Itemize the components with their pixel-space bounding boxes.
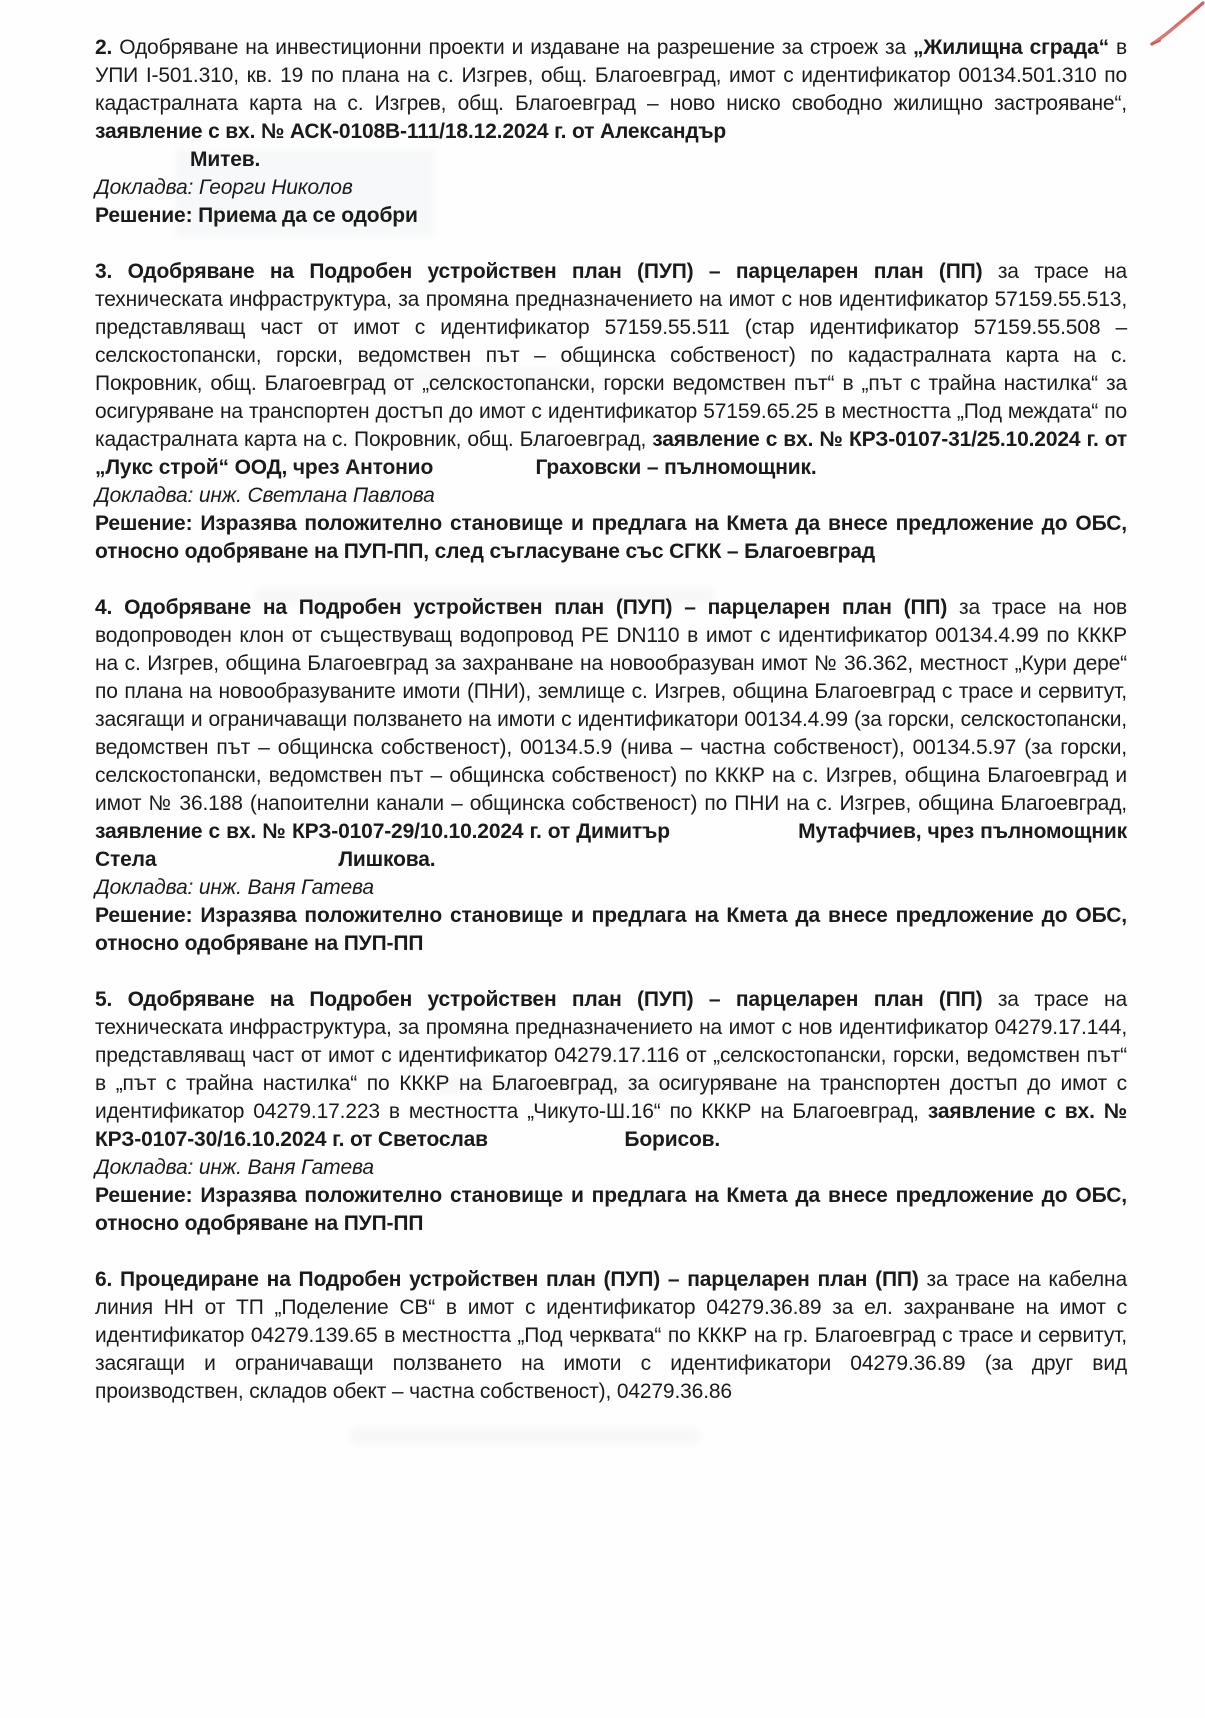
text-run: Борисов. [624,1128,721,1151]
text-run: Граховски – пълномощник. [535,456,817,479]
text-run: Докладва: инж. Светлана Павлова [95,484,435,507]
text-run: за трасе на техническата инфраструктура, за промяна предназначението на имот с нов идентификатор 04279.17.144, представляващ част от имот с идентификатор 04279.17.116 от „селскостопански, горски, ведомствен път“ в „път с трайна настилка“ по КККР на Благоевград, за осигуряване на транспортен достъп до имот с идентификатор 04279.17.223 в местността „Чикуто-Ш.16“ по КККР на Благоевград, [95,988,1127,1123]
text-run: Лишкова. [338,848,436,871]
text-run: заявление с вх. № АСК-0108В-111/18.12.2024 г. от Александър [95,120,727,143]
paragraph-body [95,258,1127,482]
paragraph-decision [95,902,1127,958]
text-run: Докладва: инж. Ваня Гатева [95,876,374,899]
paragraph-decision [95,1182,1127,1238]
text-run: 5. Одобряване на Подробен устройствен план (ПУП) – парцеларен план (ПП) [95,988,998,1011]
text-run: заявление с вх. № КРЗ-0107-29/10.10.2024 г. от Димитър [95,820,670,843]
text-run [433,456,535,479]
paragraph-body [95,1266,1127,1406]
text-run: 3. Одобряване на Подробен устройствен план (ПУП) – парцеларен план (ПП) [95,260,998,283]
bleed-through-artifact [350,1428,700,1444]
paragraph-rapporteur [95,482,1127,510]
text-run: Докладва: Георги Николов [95,176,353,199]
paragraph-body [95,594,1127,874]
text-run [670,820,798,843]
text-run: за трасе на кабелна линия НН от ТП „Поделение СВ“ в имот с идентификатор 04279.36.89 за ел. захранване на имот с идентификатор 04279.139.65 в местността „Под черквата“ по КККР на гр. Благоевград с трасе и сервитут, засягащи и ограничаващи ползването на имоти с идентификатори 04279.36.89 (за друг вид производствен, складов обект – частна собственост), 04279.36.86 [95,1268,1127,1403]
text-run [156,848,338,871]
agenda-item-3 [95,258,1127,566]
document-body [95,34,1127,1406]
text-run: Митев. [190,148,261,171]
paragraph-decision [95,202,1127,230]
text-run: в УПИ І-501.310, кв. 19 по плана на с. Изгрев, общ. Благоевград, имот с идентификатор 00134.501.310 по кадастралната карта на с. Изгрев, общ. Благоевград – ново ниско свободно жилищно застрояване“, [95,36,1127,115]
red-pen-mark [1148,0,1205,50]
paragraph-rapporteur [95,874,1127,902]
text-run: „Жилищна сграда“ [913,36,1109,59]
text-run: Решение: Изразява положително становище и предлага на Кмета да внесе предложение до ОБС, относно одобряване на ПУП-ПП, след съгласуване със СГКК – Благоевград [95,512,1127,563]
text-run: заявление с вх. № КРЗ-0107-30/16.10.2024 г. от Светослав [95,1100,1128,1151]
text-run: за трасе на нов водопроводен клон от съществуващ водопровод PE DN110 в имот с идентификатор 00134.4.99 по КККР на с. Изгрев, община Благоевград за захранване на новообразуван имот № 36.362, местност „Кури дере“ по плана на новообразуваните имоти (ПНИ), землище с. Изгрев, община Благоевград с трасе и сервитут, засягащи и ограничаващи ползването на имоти с идентификатори 00134.4.99 (за горски, селскостопански, ведомствен път – общинска собственост), 00134.5.9 (нива – частна собственост), 00134.5.97 (за горски, селскостопански, ведомствен път – общинска собственост) по КККР на с. Изгрев, община Благоевград и имот № 36.188 (напоителни канали – общинска собственост) по ПНИ на с. Изгрев, община Благоевград, [95,596,1127,815]
text-run: 2. [95,36,120,59]
text-run: Решение: Изразява положително становище и предлага на Кмета да внесе предложение до ОБС, относно одобряване на ПУП-ПП [95,1184,1127,1235]
text-run: Одобряване на инвестиционни проекти и издаване на разрешение за строеж за [119,36,914,59]
paragraph-continuation-indent [95,146,1127,174]
paragraph-decision [95,510,1127,566]
agenda-item-5 [95,986,1127,1238]
paragraph-body [95,34,1127,146]
agenda-item-2 [95,34,1127,230]
text-run [488,1128,624,1151]
text-run: Докладва: инж. Ваня Гатева [95,1156,374,1179]
text-run: за трасе на техническата инфраструктура, за промяна предназначението на имот с нов идентификатор 57159.55.513, представляващ част от имот с идентификатор 57159.55.511 (стар идентификатор 57159.55.508 – селскостопански, горски, ведомствен път – общинска собственост) по кадастралната карта на с. Покровник, общ. Благоевград от „селскостопански, горски ведомствен път“ в „път с трайна настилка“ за осигуряване на транспортен достъп до имот с идентификатор 57159.65.25 в местността „Под междата“ по кадастралната карта на с. Покровник, общ. Благоевград, [95,260,1127,451]
text-run: 4. Одобряване на Подробен устройствен план (ПУП) – парцеларен план (ПП) [95,596,960,619]
text-run: Мутафчиев, чрез пълномощник Стела [95,820,1127,871]
text-run: Решение: Изразява положително становище и предлага на Кмета да внесе предложение до ОБС, относно одобряване на ПУП-ПП [95,904,1127,955]
agenda-item-6 [95,1266,1127,1406]
text-run: Решение: Приема да се одобри [95,204,418,227]
paragraph-rapporteur [95,1154,1127,1182]
paragraph-rapporteur [95,174,1127,202]
agenda-item-4 [95,594,1127,958]
paragraph-body [95,986,1127,1154]
text-run: заявление с вх. № КРЗ-0107-31/25.10.2024 г. от „Лукс строй“ ООД, чрез Антонио [95,428,1127,479]
text-run: 6. Процедиране на Подробен устройствен план (ПУП) – парцеларен план (ПП) [95,1268,927,1291]
